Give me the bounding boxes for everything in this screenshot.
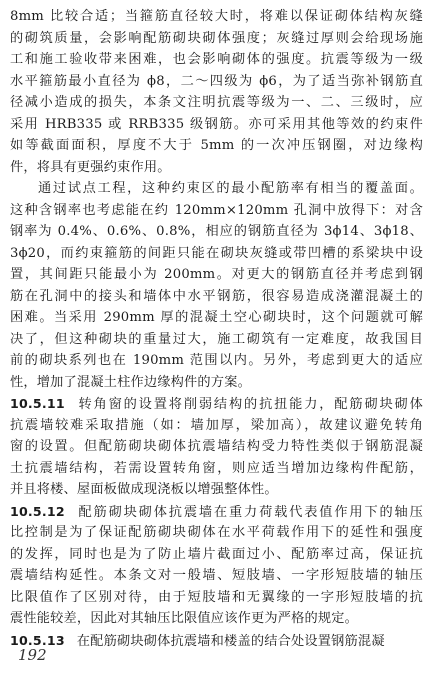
text-line: 震性能较差，因此对其轴压比限值应该作更为严格的规定。 (10, 611, 359, 626)
clause-number: 10.5.13 (10, 632, 65, 648)
paragraph-stirrup-diameter (10, 6, 423, 178)
text-line: 8mm 比较合适；当箍筋直径较大时，将难以保证砌体结构灰缝 (10, 9, 423, 24)
text-line: 置，其间距只能最小为 200mm。对更大的钢筋直径并考虑到钢 (10, 267, 423, 282)
text-line: 前的砌块系列也在 190mm 范围以内。另外，考虑到更大的适应 (10, 353, 423, 368)
clause-text: 配筋砌块砌体抗震墙在重力荷载代表值作用下的轴压 (76, 504, 423, 520)
text-line: 困难。当采用 290mm 厚的混凝土空心砌块时，这个问题就可解 (10, 310, 423, 325)
text-line: 采用 HRB335 或 RRB335 级钢筋。亦可采用其他等效的约束件 (10, 116, 423, 132)
clause-text: 转角窗的设置将削弱结构的抗扭能力，配筋砌块砌体 (76, 397, 423, 412)
text-line: 钢率为 0.4%、0.6%、0.8%，相应的钢筋直径为 3ϕ14、3ϕ18、 (10, 224, 423, 239)
text-line (10, 501, 423, 523)
clause-text: 在配筋砌块砌体抗震墙和楼盖的结合处设置钢筋混凝 (76, 633, 385, 649)
clause-10-5-12 (10, 501, 423, 630)
paragraph-reinforcement-ratio (10, 178, 423, 393)
page-number: 192 (18, 646, 47, 664)
clause-number: 10.5.12 (10, 503, 65, 519)
text-line: 并且将楼、屋面板做成现浇板以增强整体性。 (10, 482, 278, 497)
text-line: 土抗震墙结构，若需设置转角窗，则应适当增加边缘构件配筋， (10, 460, 423, 476)
text-line: 通过试点工程，这种约束区的最小配筋率有相当的覆盖面。 (38, 181, 423, 196)
text-line: 比限值作了区别对待，由于短肢墙和无翼缘的一字形短肢墙的抗 (10, 589, 423, 605)
text-line: 决了，但这种砌块的重量过大，施工砌筑有一定难度，故我国目 (10, 331, 423, 347)
clause-number: 10.5.11 (10, 396, 65, 411)
text-line: 这种含钢率也考虑能在约 120mm×120mm 孔洞中放得下：对含 (10, 202, 423, 218)
text-line: 的砌筑质量，会影响配筋砌块砌体强度；灰缝过厚则会给现场施 (10, 30, 423, 46)
text-line: 筋在孔洞中的接头和墙体中水平钢筋，很容易造成浇灌混凝土的 (10, 288, 423, 304)
text-line: 工和施工验收带来困难，也会影响砌体的强度。抗震等级为一级 (10, 52, 423, 67)
text-line: 性，增加了混凝土柱作边缘构件的方案。 (10, 374, 251, 390)
text-line: 窗的设置。但配筋砌块砌体抗震墙结构受力特性类似于钢筋混凝 (10, 439, 423, 454)
text-line: 抗震墙较难采取措施（如：墙加厚，梁加高），故建议避免转角 (10, 417, 423, 433)
text-line (10, 393, 423, 415)
text-line: 的发挥，同时也是为了防止墙片截面过小、配筋率过高，保证抗 (10, 546, 423, 562)
text-line: 如等截面面积，厚度不大于 5mm 的一次冲压钢圈，对边缘构 (10, 138, 423, 153)
text-line: 震墙结构延性。本条文对一般墙、短肢墙、一字形短肢墙的轴压 (10, 568, 423, 583)
text-line: 水平箍筋最小直径为 ϕ8，二～四级为 ϕ6，为了适当弥补钢筋直 (10, 73, 423, 89)
body-text (10, 6, 423, 651)
text-line: 件，将具有更强约束作用。 (10, 159, 171, 175)
clause-10-5-11 (10, 393, 423, 501)
text-line: 径减小造成的损失，本条文注明抗震等级为一、二、三级时，应 (10, 95, 423, 110)
text-line: 比控制是为了保证配筋砌块砌体在水平荷载作用下的延性和强度 (10, 525, 423, 540)
text-line: 3ϕ20，而约束箍筋的间距只能在砌块灰缝或带凹槽的系梁块中设 (10, 245, 423, 261)
text-line (10, 630, 423, 652)
clause-10-5-13 (10, 630, 423, 652)
